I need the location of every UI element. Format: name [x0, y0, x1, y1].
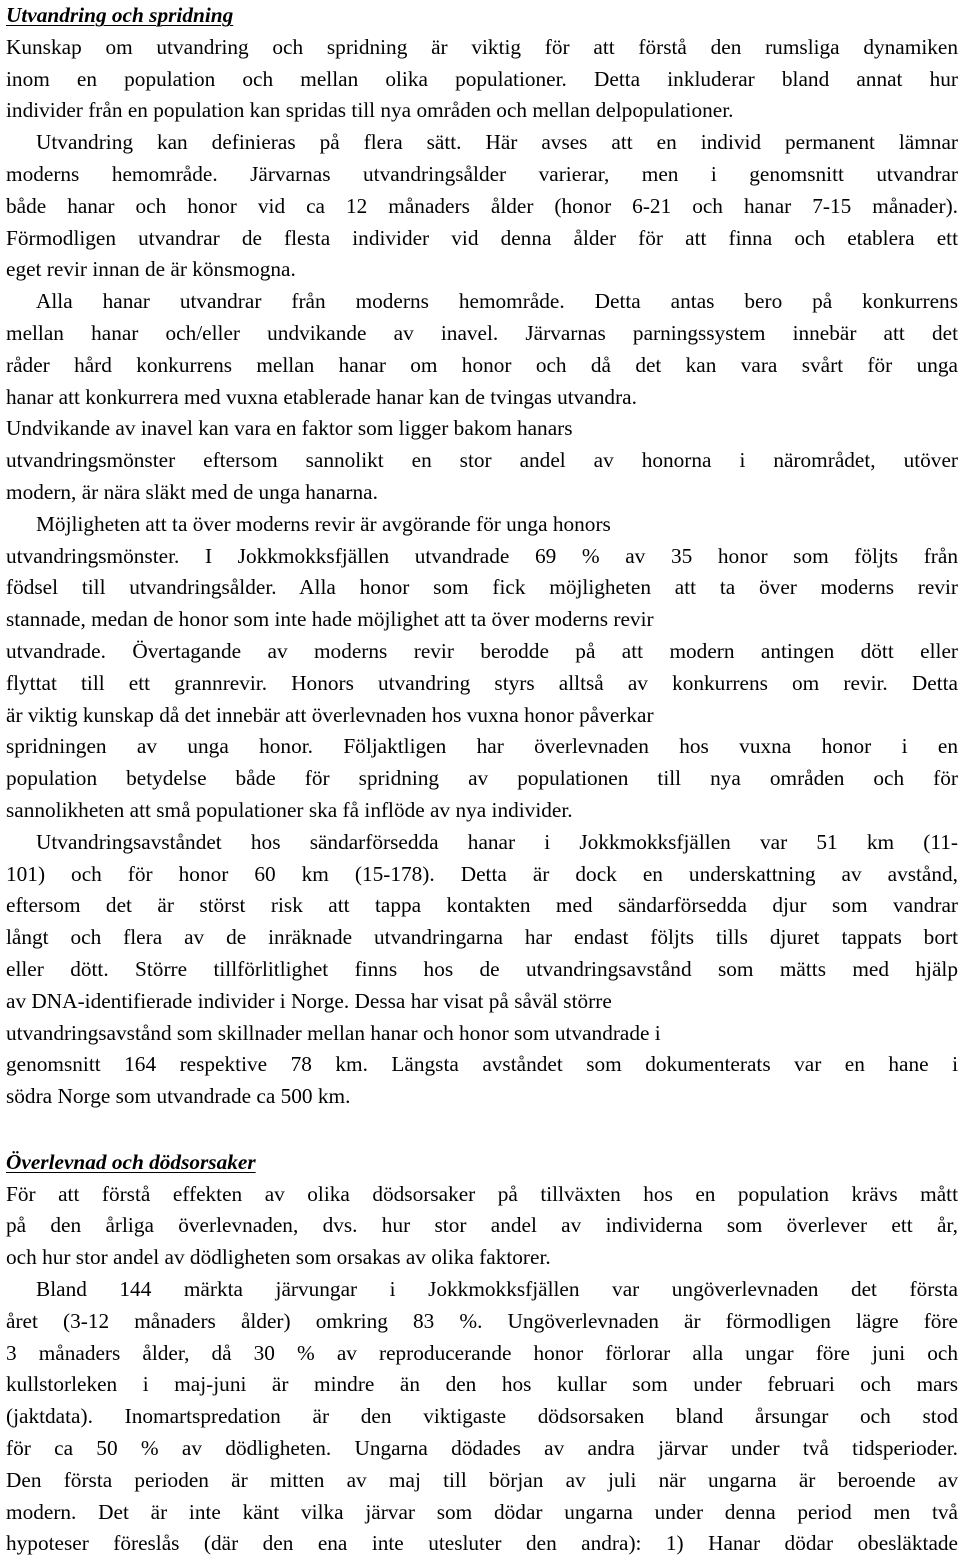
- section-emigration: [6, 0, 958, 1113]
- text-line: utvandringsmönster eftersom sannolikt en stor andel av honorna i närområdet, utöver: [6, 448, 958, 473]
- text-line: Undvikande av inavel kan vara en faktor som ligger bakom hanars: [6, 416, 573, 441]
- text-line: 3 månaders ålder, då 30 % av reproducerande honor förlorar alla ungar före juni och: [6, 1340, 958, 1365]
- text-line: eller dött. Större tillförlitlighet finns hos de utvandringsavstånd som mätts med hjälp: [6, 956, 958, 981]
- text-line: för ca 50 % av dödligheten. Ungarna dödades av andra järvar under två tidsperioder.: [6, 1436, 958, 1461]
- text-line: södra Norge som utvandrade ca 500 km.: [6, 1084, 351, 1109]
- text-line: och hur stor andel av dödligheten som orsakas av olika faktorer.: [6, 1245, 551, 1270]
- text-line: population betydelse både för spridning av populationen till nya områden och för: [6, 766, 958, 791]
- text-line: året (3-12 månaders ålder) omkring 83 %. Ungöverlevnaden är förmodligen lägre före: [6, 1308, 958, 1333]
- text-line: Förmodligen utvandrar de flesta individer vid denna ålder för att finna och etablera ett: [6, 225, 958, 250]
- text-line: utvandringsmönster. I Jokkmokksfjällen utvandrade 69 % av 35 honor som följts från: [6, 543, 958, 568]
- text-line: Kunskap om utvandring och spridning är viktig för att förstå den rumsliga dynamiken: [6, 34, 958, 59]
- text-line: flyttat till ett grannrevir. Honors utvandring styrs alltså av konkurrens om revir. Detta: [6, 670, 958, 695]
- text-line: eftersom det är störst risk att tappa kontakten med sändarförsedda djur som vandrar: [6, 893, 958, 918]
- text-line: För att förstå effekten av olika dödsorsaker på tillväxten hos en population krävs mått: [6, 1181, 958, 1206]
- text-line: (jaktdata). Inomartspredation är den viktigaste dödsorsaken bland årsungar och stod: [6, 1404, 958, 1429]
- text-line: Bland 144 märkta järvungar i Jokkmokksfjällen var ungöverlevnaden det första: [36, 1277, 958, 1302]
- text-line: genomsnitt 164 respektive 78 km. Längsta avståndet som dokumenterats var en hane i: [6, 1052, 958, 1077]
- text-line: både hanar och honor vid ca 12 månaders ålder (honor 6-21 och hanar 7-15 månader).: [6, 193, 958, 218]
- text-line: individer från en population kan spridas till nya områden och mellan delpopulationer.: [6, 98, 734, 123]
- text-line: 101) och för honor 60 km (15-178). Detta är dock en underskattning av avstånd,: [6, 861, 958, 886]
- text-line: eget revir innan de är könsmogna.: [6, 257, 296, 282]
- text-line: råder hård konkurrens mellan hanar om honor och då det kan vara svårt för unga: [6, 352, 958, 377]
- text-line: Möjligheten att ta över moderns revir är avgörande för unga honors: [36, 511, 611, 536]
- text-line: spridningen av unga honor. Följaktligen har överlevnaden hos vuxna honor i en: [6, 734, 958, 759]
- text-line: Utvandringsavståndet hos sändarförsedda hanar i Jokkmokksfjällen var 51 km (11-: [36, 829, 958, 854]
- section-spacer: [6, 1113, 958, 1147]
- text-line: utvandringsavstånd som skillnader mellan hanar och honor som utvandrade i: [6, 1020, 661, 1045]
- text-line: Alla hanar utvandrar från moderns hemområde. Detta antas bero på konkurrens: [36, 289, 958, 314]
- text-line: sannolikheten att små populationer ska få inflöde av nya individer.: [6, 797, 573, 822]
- text-line: födsel till utvandringsålder. Alla honor som fick möjligheten att ta över moderns revir: [6, 575, 958, 600]
- section-survival: [6, 1147, 958, 1560]
- document-page: [6, 0, 958, 1560]
- text-line: utvandrade. Övertagande av moderns revir berodde på att modern antingen dött eller: [6, 638, 958, 663]
- section-heading: Utvandring och spridning: [6, 3, 234, 27]
- text-line: mellan hanar och/eller undvikande av inavel. Järvarnas parningssystem innebär att det: [6, 320, 958, 345]
- text-line: Utvandring kan definieras på flera sätt. Här avses att en individ permanent lämnar: [36, 130, 958, 155]
- text-line: på den årliga överlevnaden, dvs. hur stor andel av individerna som överlever ett år,: [6, 1213, 958, 1238]
- text-line: hanar att konkurrera med vuxna etablerade hanar kan de tvingas utvandra.: [6, 384, 637, 409]
- text-line: av DNA-identifierade individer i Norge. Dessa har visat på såväl större: [6, 988, 612, 1013]
- section-heading: Överlevnad och dödsorsaker: [6, 1149, 256, 1174]
- section-body: [6, 1179, 958, 1560]
- text-line: långt och flera av de inräknade utvandringarna har endast följts tills djuret tappats bort: [6, 925, 958, 950]
- text-line: är viktig kunskap då det innebär att överlevnaden hos vuxna honor påverkar: [6, 702, 654, 727]
- text-line: hypoteser föreslås (där den ena inte utesluter den andra): 1) Hanar dödar obesläktade: [6, 1531, 958, 1556]
- section-body: [6, 32, 958, 1113]
- text-line: modern. Det är inte känt vilka järvar som dödar ungarna under denna period men två: [6, 1499, 958, 1524]
- text-line: moderns hemområde. Järvarnas utvandringsålder varierar, men i genomsnitt utvandrar: [6, 161, 958, 186]
- text-line: modern, är nära släkt med de unga hanarna.: [6, 479, 378, 504]
- text-line: Den första perioden är mitten av maj till början av juli när ungarna är beroende av: [6, 1467, 958, 1492]
- text-line: inom en population och mellan olika populationer. Detta inkluderar bland annat hur: [6, 66, 958, 91]
- text-line: stannade, medan de honor som inte hade möjlighet att ta över moderns revir: [6, 607, 654, 632]
- text-line: kullstorleken i maj-juni är mindre än den hos kullar som under februari och mars: [6, 1372, 958, 1397]
